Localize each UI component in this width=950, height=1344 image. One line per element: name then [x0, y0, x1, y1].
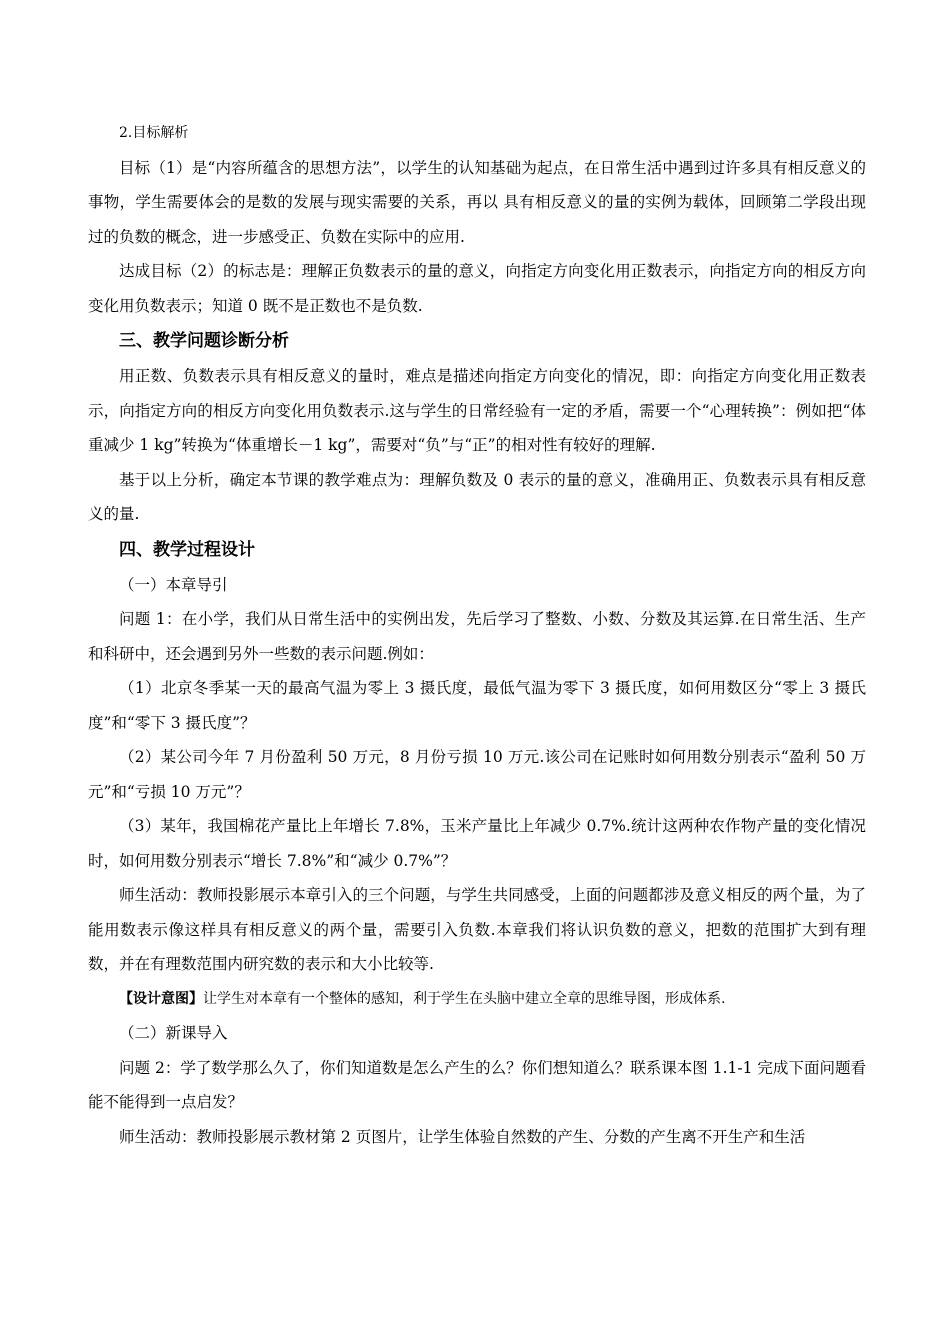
paragraph: 目标（1）是“内容所蕴含的思想方法”，以学生的认知基础为起点，在日常生活中遇到过许多具有相反意义的事物，学生需要体会的是数的发展与现实需要的关系，再以 具有相反意义的量的实例为载体，回顾第二学段出现过的负数的概念，进一步感受正、负数在实际中的应用.	[88, 158, 866, 246]
design-intent-text: 让学生对本章有一个整体的感知，利于学生在头脑中建立全章的思维导图，形成体系.	[203, 990, 726, 1007]
subsection-heading: （一）本章导引	[119, 575, 228, 594]
document-body	[88, 116, 866, 1154]
section-heading: 四、教学过程设计	[119, 539, 255, 560]
list-item: （1）北京冬季某一天的最高气温为零上 3 摄氏度，最低气温为零下 3 摄氏度，如何用数区分“零上 3 摄氏度”和“零下 3 摄氏度”？	[88, 679, 866, 732]
question-label: 问题 2	[119, 1058, 165, 1077]
question-text: ：在小学，我们从日常生活中的实例出发，先后学习了整数、小数、分数及其运算.在日常生活、生产和科研中，还会遇到另外一些数的表示问题.例如：	[88, 610, 866, 663]
paragraph: 基于以上分析，确定本节课的教学难点为：理解负数及 0 表示的量的意义，准确用正、负数表示具有相反意义的量.	[88, 470, 866, 523]
paragraph: 用正数、负数表示具有相反意义的量时，难点是描述向指定方向变化的情况，即：向指定方向变化用正数表示，向指定方向的相反方向变化用负数表示.这与学生的日常经验有一定的矛盾，需要一个“心理转换”：例如把“体重减少 1 kg”转换为“体重增长－1 kg”，需要对“负”与“正”的相对性有较好的理解.	[88, 367, 866, 454]
paragraph: 师生活动：教师投影展示本章引入的三个问题，与学生共同感受，上面的问题都涉及意义相反的两个量，为了能用数表示像这样具有相反意义的两个量，需要引入负数.本章我们将认识负数的意义，把数的范围扩大到有理数，并在有理数范围内研究数的表示和大小比较等.	[88, 886, 866, 973]
design-intent-label: 【设计意图】	[119, 990, 203, 1007]
paragraph: 达成目标（2）的标志是：理解正负数表示的量的意义，向指定方向变化用正数表示，向指定方向的相反方向变化用负数表示；知道 0 既不是正数也不是负数.	[88, 262, 866, 315]
question-paragraph	[88, 602, 866, 671]
paragraph: 师生活动：教师投影展示教材第 2 页图片，让学生体验自然数的产生、分数的产生离不开生产和生活	[119, 1127, 806, 1146]
design-intent-paragraph	[88, 982, 866, 1017]
question-paragraph	[88, 1051, 866, 1120]
list-item: （3）某年，我国棉花产量比上年增长 7.8%，玉米产量比上年减少 0.7%.统计这两种农作物产量的变化情况时，如何用数分别表示“增长 7.8%”和“减少 0.7%”？	[88, 817, 866, 870]
section-subtitle: 2.目标解析	[119, 125, 189, 141]
question-label: 问题 1	[119, 610, 166, 628]
subsection-heading: （二）新课导入	[119, 1024, 228, 1042]
section-heading: 三、教学问题诊断分析	[119, 331, 289, 351]
list-item: （2）某公司今年 7 月份盈利 50 万元，8 月份亏损 10 万元.该公司在记账时如何用数分别表示“盈利 50 万元”和“亏损 10 万元”？	[88, 748, 866, 801]
question-text: ：学了数学那么久了，你们知道数是怎么产生的么？你们想知道么？联系课本图 1.1-1 完成下面问题看能不能得到一点启发？	[88, 1058, 866, 1111]
